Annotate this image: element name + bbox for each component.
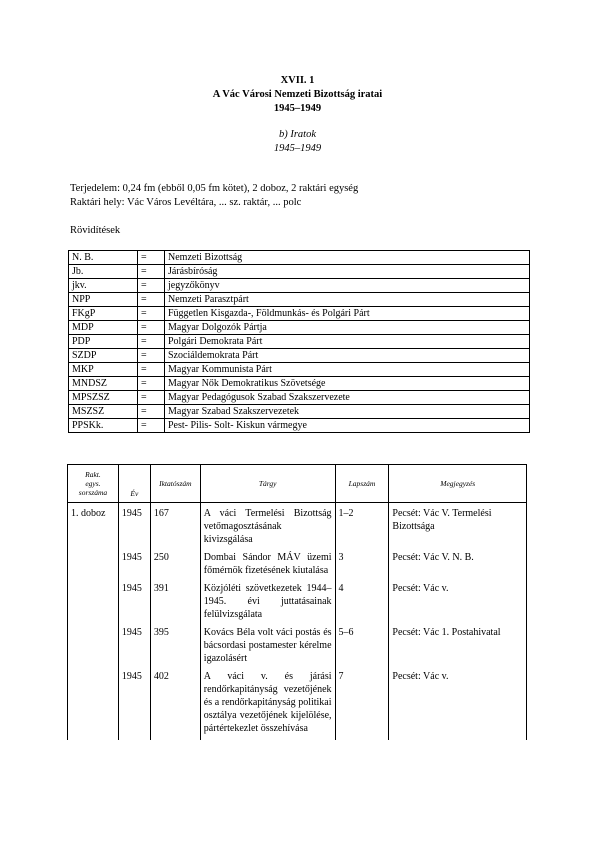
cell-storage-unit — [68, 626, 119, 670]
header-storage-unit-line1: Rakt. — [85, 470, 101, 479]
header-reg-number: Iktatószám — [150, 465, 200, 503]
records-header-row — [68, 465, 527, 503]
fond-title: A Vác Városi Nemzeti Bizottság iratai — [212, 89, 383, 100]
cell-reg-number: 167 — [150, 503, 200, 552]
cell-reg-number: 395 — [150, 626, 200, 670]
abbreviation-term: Jb. — [69, 265, 138, 279]
cell-pages: 4 — [335, 582, 389, 626]
abbreviations-table-body — [69, 251, 530, 433]
fond-number: XVII. 1 — [280, 75, 315, 86]
cell-year: 1945 — [118, 503, 150, 552]
cell-subject: Kovács Béla volt váci postás és bácsordasi postamester kérelme igazolásért — [200, 626, 335, 670]
abbreviation-meaning: Szociáldemokrata Párt — [165, 349, 530, 363]
location-text: Raktári hely: Vác Város Levéltára, ... sz. raktár, ... polc — [70, 197, 302, 208]
records-table — [67, 464, 527, 740]
abbreviations-table — [68, 250, 530, 433]
abbreviation-term: MDP — [69, 321, 138, 335]
cell-remarks: Pecsét: Vác v. — [389, 582, 527, 626]
abbreviation-meaning: Nemzeti Bizottság — [165, 251, 530, 265]
cell-storage-unit: 1. doboz — [68, 503, 119, 552]
abbreviation-meaning: Magyar Kommunista Párt — [165, 363, 530, 377]
series-years: 1945–1949 — [273, 143, 322, 154]
abbreviation-meaning: Pest- Pilis- Solt- Kiskun vármegye — [165, 419, 530, 433]
abbreviation-meaning: Nemzeti Parasztpárt — [165, 293, 530, 307]
abbreviation-row — [69, 349, 530, 363]
abbreviation-row — [69, 419, 530, 433]
equals-sign: = — [138, 307, 165, 321]
abbreviation-term: jkv. — [69, 279, 138, 293]
abbreviation-meaning: Járásbíróság — [165, 265, 530, 279]
abbreviation-meaning: Független Kisgazda-, Földmunkás- és Polgári Párt — [165, 307, 530, 321]
record-row — [68, 626, 527, 670]
cell-pages: 7 — [335, 670, 389, 740]
cell-subject: Dombai Sándor MÁV üzemi főmérnök fizetésének kiutalása — [200, 551, 335, 582]
equals-sign: = — [138, 279, 165, 293]
abbreviation-term: PPSKk. — [69, 419, 138, 433]
abbreviation-row — [69, 293, 530, 307]
abbreviation-row — [69, 251, 530, 265]
abbreviation-row — [69, 335, 530, 349]
cell-storage-unit — [68, 551, 119, 582]
abbreviation-meaning: Magyar Szabad Szakszervezetek — [165, 405, 530, 419]
record-row — [68, 670, 527, 740]
cell-reg-number: 250 — [150, 551, 200, 582]
cell-subject: Közjóléti szövetkezetek 1944–1945. évi juttatásainak felülvizsgálata — [200, 582, 335, 626]
cell-storage-unit — [68, 582, 119, 626]
abbreviation-row — [69, 377, 530, 391]
header-year: Év — [118, 465, 150, 503]
equals-sign: = — [138, 293, 165, 307]
cell-year: 1945 — [118, 582, 150, 626]
cell-remarks: Pecsét: Vác V. Termelési Bizottsága — [389, 503, 527, 552]
abbreviation-term: NPP — [69, 293, 138, 307]
abbreviation-term: N. B. — [69, 251, 138, 265]
abbreviation-term: MNDSZ — [69, 377, 138, 391]
abbreviation-row — [69, 321, 530, 335]
records-table-body — [68, 503, 527, 741]
fond-years: 1945–1949 — [273, 103, 322, 114]
record-row — [68, 551, 527, 582]
series-title: b) Iratok — [278, 129, 317, 140]
abbreviation-term: SZDP — [69, 349, 138, 363]
cell-subject: A váci Termelési Bizottság vetőmagosztásának kivizsgálása — [200, 503, 335, 552]
header-pages: Lapszám — [335, 465, 389, 503]
abbreviations-heading: Rövidítések — [70, 225, 121, 236]
record-row — [68, 503, 527, 552]
cell-pages: 3 — [335, 551, 389, 582]
equals-sign: = — [138, 251, 165, 265]
equals-sign: = — [138, 363, 165, 377]
equals-sign: = — [138, 265, 165, 279]
header-storage-unit-line3: sorszáma — [78, 488, 108, 497]
abbreviation-meaning: Magyar Dolgozók Pártja — [165, 321, 530, 335]
abbreviation-term: MSZSZ — [69, 405, 138, 419]
header-remarks: Megjegyzés — [389, 465, 527, 503]
header-subject: Tárgy — [200, 465, 335, 503]
abbreviation-meaning: jegyzőkönyv — [165, 279, 530, 293]
abbreviation-row — [69, 279, 530, 293]
cell-reg-number: 391 — [150, 582, 200, 626]
abbreviation-row — [69, 363, 530, 377]
cell-reg-number: 402 — [150, 670, 200, 740]
cell-remarks: Pecsét: Vác 1. Postahivatal — [389, 626, 527, 670]
cell-pages: 5–6 — [335, 626, 389, 670]
abbreviation-term: MKP — [69, 363, 138, 377]
abbreviation-meaning: Magyar Nők Demokratikus Szövetsége — [165, 377, 530, 391]
cell-remarks: Pecsét: Vác v. — [389, 670, 527, 740]
cell-pages: 1–2 — [335, 503, 389, 552]
abbreviation-term: MPSZSZ — [69, 391, 138, 405]
extent-text: Terjedelem: 0,24 fm (ebből 0,05 fm kötet), 2 doboz, 2 raktári egység — [70, 183, 359, 194]
abbreviation-meaning: Magyar Pedagógusok Szabad Szakszervezete — [165, 391, 530, 405]
cell-year: 1945 — [118, 551, 150, 582]
cell-year: 1945 — [118, 626, 150, 670]
cell-year: 1945 — [118, 670, 150, 740]
equals-sign: = — [138, 419, 165, 433]
cell-remarks: Pecsét: Vác V. N. B. — [389, 551, 527, 582]
cell-storage-unit — [68, 670, 119, 740]
abbreviation-meaning: Polgári Demokrata Párt — [165, 335, 530, 349]
abbreviation-term: PDP — [69, 335, 138, 349]
abbreviation-row — [69, 405, 530, 419]
header-storage-unit-line2: egys. — [85, 479, 101, 488]
abbreviation-row — [69, 307, 530, 321]
equals-sign: = — [138, 391, 165, 405]
equals-sign: = — [138, 335, 165, 349]
abbreviation-row — [69, 265, 530, 279]
equals-sign: = — [138, 349, 165, 363]
equals-sign: = — [138, 377, 165, 391]
header-storage-unit — [68, 465, 119, 503]
record-row — [68, 582, 527, 626]
cell-subject: A váci v. és járási rendőrkapitányság vezetőjének és a rendőrkapitányság politikai osztálya vezetőjének kijelölése, pártértekezlet összehívása — [200, 670, 335, 740]
equals-sign: = — [138, 321, 165, 335]
equals-sign: = — [138, 405, 165, 419]
abbreviation-row — [69, 391, 530, 405]
abbreviation-term: FKgP — [69, 307, 138, 321]
